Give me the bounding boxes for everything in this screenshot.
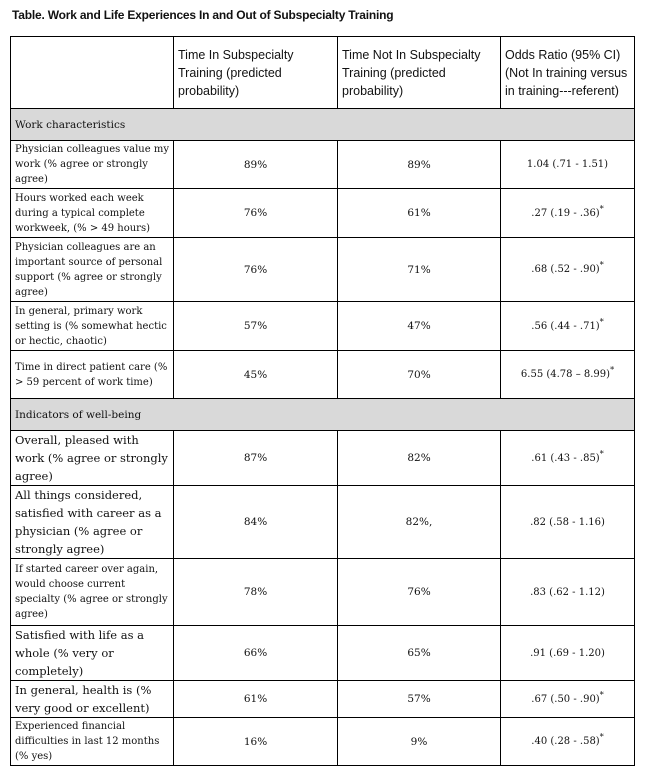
not-in-training-value: 61%	[338, 189, 501, 238]
odds-ratio-value: .68 (.52 - .90)	[531, 264, 600, 275]
header-cell-odds-ratio: Odds Ratio (95% CI) (Not In training versus in training---referent)	[501, 37, 635, 109]
section-label: Indicators of well-being	[11, 399, 635, 431]
significance-marker: *	[599, 317, 604, 327]
in-training-value: 45%	[174, 351, 338, 399]
row-label: In general, primary work setting is (% somewhat hectic or hectic, chaotic)	[11, 302, 174, 351]
table-title: Table. Work and Life Experiences In and Out of Subspecialty Training	[12, 8, 394, 22]
header-row	[11, 37, 635, 109]
table-row	[11, 141, 635, 189]
row-label: In general, health is (% very good or excellent)	[11, 681, 174, 718]
table-row	[11, 238, 635, 302]
in-training-value: 89%	[174, 141, 338, 189]
row-label: If started career over again, would choose current specialty (% agree or strongly agree)	[11, 559, 174, 626]
odds-ratio-value: .82 (.58 - 1.16)	[530, 516, 605, 528]
odds-ratio-cell	[501, 626, 635, 681]
row-label: Overall, pleased with work (% agree or strongly agree)	[11, 431, 174, 486]
not-in-training-value: 82%	[338, 431, 501, 486]
results-table	[10, 36, 635, 766]
not-in-training-value: 57%	[338, 681, 501, 718]
row-label: Experienced financial difficulties in last 12 months (% yes)	[11, 718, 174, 766]
odds-ratio-value: .27 (.19 - .36)	[531, 207, 600, 219]
odds-ratio-value: .67 (.50 - .90)	[531, 693, 600, 705]
table-row	[11, 681, 635, 718]
not-in-training-value: 76%	[338, 559, 501, 626]
odds-ratio-cell	[501, 431, 635, 486]
in-training-value: 87%	[174, 431, 338, 486]
significance-marker: *	[599, 690, 604, 700]
odds-ratio-cell	[501, 141, 635, 189]
odds-ratio-value: .40 (.28 - .58)	[531, 736, 600, 747]
not-in-training-value: 82%,	[338, 486, 501, 559]
not-in-training-value: 70%	[338, 351, 501, 399]
section-row	[11, 109, 635, 141]
odds-ratio-cell	[501, 351, 635, 399]
section-row	[11, 399, 635, 431]
odds-ratio-cell	[501, 718, 635, 766]
odds-ratio-cell	[501, 681, 635, 718]
row-label: Satisfied with life as a whole (% very or completely)	[11, 626, 174, 681]
not-in-training-value: 65%	[338, 626, 501, 681]
row-label: Physician colleagues value my work (% agree or strongly agree)	[11, 141, 174, 189]
in-training-value: 16%	[174, 718, 338, 766]
odds-ratio-cell	[501, 302, 635, 351]
significance-marker: *	[610, 365, 615, 375]
header-cell-not-in-training: Time Not In Subspecialty Training (predicted probability)	[338, 37, 501, 109]
odds-ratio-value: 1.04 (.71 - 1.51)	[526, 159, 609, 170]
odds-ratio-value: .83 (.62 - 1.12)	[530, 586, 605, 598]
table-row	[11, 431, 635, 486]
odds-ratio-value: .91 (.69 - 1.20)	[530, 647, 605, 659]
section-label: Work characteristics	[11, 109, 635, 141]
not-in-training-value: 89%	[338, 141, 501, 189]
row-label: Time in direct patient care (% > 59 percent of work time)	[11, 351, 174, 399]
odds-ratio-cell	[501, 559, 635, 626]
table-row	[11, 189, 635, 238]
significance-marker: *	[599, 204, 604, 214]
in-training-value: 78%	[174, 559, 338, 626]
in-training-value: 76%	[174, 238, 338, 302]
row-label: Physician colleagues are an important source of personal support (% agree or strongly agree)	[11, 238, 174, 302]
table-row	[11, 351, 635, 399]
row-label: All things considered, satisfied with career as a physician (% agree or strongly agree)	[11, 486, 174, 559]
header-cell-in-training: Time In Subspecialty Training (predicted probability)	[174, 37, 338, 109]
in-training-value: 57%	[174, 302, 338, 351]
odds-ratio-value: .56 (.44 - .71)	[531, 320, 600, 332]
table-row	[11, 559, 635, 626]
odds-ratio-value: 6.55 (4.78 – 8.99)	[520, 369, 611, 380]
odds-ratio-cell	[501, 189, 635, 238]
table-row	[11, 302, 635, 351]
row-label: Hours worked each week during a typical complete workweek, (% > 49 hours)	[11, 189, 174, 238]
table-row	[11, 486, 635, 559]
odds-ratio-cell	[501, 238, 635, 302]
in-training-value: 76%	[174, 189, 338, 238]
in-training-value: 61%	[174, 681, 338, 718]
in-training-value: 66%	[174, 626, 338, 681]
significance-marker: *	[599, 732, 604, 742]
significance-marker: *	[599, 449, 604, 459]
odds-ratio-cell	[501, 486, 635, 559]
significance-marker: *	[599, 260, 604, 270]
odds-ratio-value: .61 (.43 - .85)	[531, 452, 600, 464]
header-cell-blank	[11, 37, 174, 109]
not-in-training-value: 71%	[338, 238, 501, 302]
not-in-training-value: 9%	[338, 718, 501, 766]
table-row	[11, 718, 635, 766]
not-in-training-value: 47%	[338, 302, 501, 351]
table-row	[11, 626, 635, 681]
in-training-value: 84%	[174, 486, 338, 559]
